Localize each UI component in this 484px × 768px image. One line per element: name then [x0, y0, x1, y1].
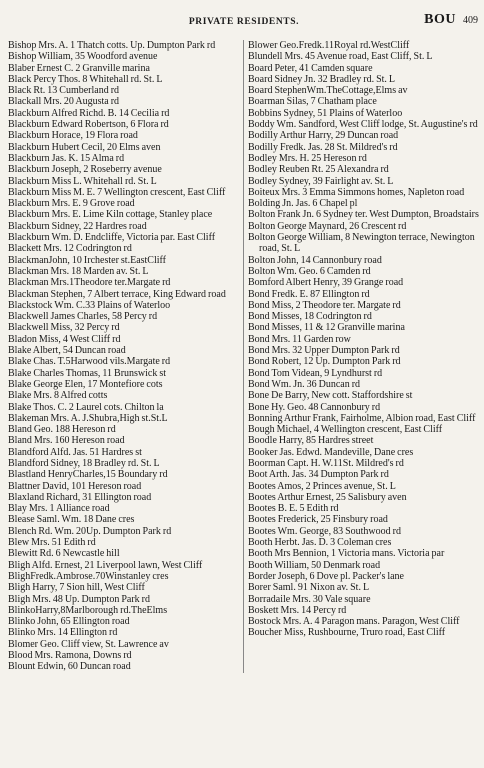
directory-entry: Blundell Mrs. 45 Avenue road, East Cliff, St. L [248, 51, 433, 63]
directory-entry: Blease Saml. Wm. 18 Dane cres [8, 514, 135, 526]
directory-entry: Bootes Amos, 2 Princes avenue, St. L [248, 480, 396, 492]
directory-entry: Bland Geo. 188 Hereson rd [8, 424, 116, 436]
directory-entry: Blake Charles Thomas, 11 Brunswick st [8, 367, 167, 379]
directory-entry: Blomer Geo. Cliff view, St. Lawrence av [8, 638, 169, 650]
directory-entry: Blaxland Richard, 31 Ellington road [8, 491, 152, 503]
directory-entry: Bone De Barry, New cott. Staffordshire st [248, 390, 413, 402]
directory-entry: Bolton Wm. Geo. 6 Camden rd [248, 265, 371, 277]
directory-entry: Black Percy Thos. 8 Whitehall rd. St. L [8, 73, 163, 85]
directory-entry: Blandford Sidney, 18 Bradley rd. St. L [8, 457, 160, 469]
directory-entry: Blackburn Joseph, 2 Roseberry avenue [8, 164, 162, 176]
directory-entry: Blackburn Edward Robertson, 6 Flora rd [8, 119, 169, 131]
directory-entry: BlighFredk.Ambrose.70Winstanley cres [8, 570, 169, 582]
directory-entry: Blackburn Sidney, 22 Hardres road [8, 220, 147, 232]
directory-entry: Border Joseph, 6 Dove pl. Packer's lane [248, 570, 404, 582]
directory-entry: Bodley Mrs. H. 25 Hereson rd [248, 152, 367, 164]
directory-entry: Blackwell Miss, 32 Percy rd [8, 322, 120, 334]
directory-entry: Blower Geo.Fredk.11Royal rd.WestCliff [248, 40, 410, 51]
directory-entry: Blood Mrs. Ramona, Downs rd [8, 650, 132, 662]
section-title: PRIVATE RESIDENTS. [188, 17, 300, 27]
directory-entry: Borradaile Mrs. 30 Vale square [248, 593, 371, 605]
directory-entry: Bishop Mrs. A. 1 Thatch cotts. Up. Dumpton Park rd [8, 40, 216, 51]
directory-entry: BlinkoHarry,8Marlborough rd.TheElms [8, 604, 168, 616]
directory-entry: Boot Arth. Jas. 34 Dumpton Park rd [248, 469, 389, 481]
directory-entry: Blackburn Miss M. E. 7 Wellington crescent, East Cliff [8, 186, 226, 198]
directory-entry: Borer Saml. 91 Nixon av. St. L [248, 582, 370, 594]
directory-entry: Blackstock Wm. C.33 Plains of Waterloo [8, 299, 171, 311]
directory-entry: Bligh Mrs. 48 Up. Dumpton Park rd [8, 593, 150, 605]
directory-entry: Bond Tom Videan, 9 Lyndhurst rd [248, 367, 383, 379]
directory-entry: Bobbins Sydney, 51 Plains of Waterloo [248, 107, 403, 119]
directory-entry: Bond Robert, 12 Up. Dumpton Park rd [248, 356, 401, 368]
directory-entry: Bland Mrs. 160 Hereson road [8, 435, 125, 447]
directory-entry: Blastland HenryCharles,15 Boundary rd [8, 469, 168, 481]
directory-entry: Booth William, 50 Denmark road [248, 559, 381, 571]
directory-entry: Bolton Frank Jn. 6 Sydney ter. West Dumpton, Broadstairs [248, 209, 479, 221]
directory-entry: Bligh Harry, 7 Sion hill, West Cliff [8, 582, 145, 594]
left-column [8, 40, 244, 673]
directory-entry: Blinko John, 65 Ellington road [8, 616, 130, 628]
directory-entry: Blackburn Hubert Cecil, 20 Elms aven [8, 141, 161, 153]
directory-entry: Boiteux Mrs. 3 Emma Simmons homes, Napleton road [248, 186, 465, 198]
directory-entry: Bootes Arthur Ernest, 25 Salisbury aven [248, 491, 407, 503]
directory-entry: Blay Mrs. 1 Alliance road [8, 503, 110, 515]
directory-entry: Bomford Albert Henry, 39 Grange road [248, 277, 404, 289]
directory-entry: Bonning Arthur Frank, Fairholme, Albion road, East Cliff [248, 412, 476, 424]
directory-entry: Blench Rd. Wm. 20Up. Dumpton Park rd [8, 525, 172, 537]
directory-entry: Blake Mrs. 8 Alfred cotts [8, 390, 108, 402]
directory-entry: Blackburn Horace, 19 Flora road [8, 130, 138, 142]
directory-entry: Bladon Miss, 4 West Cliff rd [8, 333, 121, 345]
directory-entry: Blakeman Mrs. A. J.Shubra,High st.St.L [8, 412, 168, 424]
directory-entry: Black Rt. 13 Cumberland rd [8, 85, 120, 97]
directory-entry: Bond Misses, 11 & 12 Granville marina [248, 322, 405, 334]
directory-entry: Blake Thos. C. 2 Laurel cots. Chilton la [8, 401, 164, 413]
directory-entry: Blake George Elen, 17 Montefiore cots [8, 378, 163, 390]
directory-entry: Blackman Mrs. 18 Marden av. St. L [8, 265, 149, 277]
directory-entry: Blew Mrs. 51 Edith rd [8, 537, 96, 549]
directory-entry: Boorman Capt. H. W.11St. Mildred's rd [248, 457, 404, 469]
directory-entry: Board Sidney Jn. 32 Bradley rd. St. L [248, 73, 396, 85]
directory-entry: Bond Wm. Jn. 36 Duncan rd [248, 378, 361, 390]
directory-entry: Boarman Silas, 7 Chatham place [248, 96, 377, 108]
directory-entry: Bond Mrs. 32 Upper Dumpton Park rd [248, 345, 400, 357]
directory-entry: Boucher Miss, Rushbourne, Truro road, East Cliff [248, 627, 446, 639]
directory-entry: Booth Herbt. Jas. D. 3 Coleman cres [248, 537, 392, 549]
directory-entry: Blackburn Alfred Richd. B. 14 Cecilia rd [8, 107, 170, 119]
directory-entry: Bond Mrs. 11 Garden row [248, 333, 351, 345]
page-header [8, 0, 480, 40]
directory-entry: Blackburn Wm. D. Endcliffe, Victoria par. East Cliff [8, 232, 216, 244]
directory-entry: Bolton George Maynard, 26 Crescent rd [248, 220, 407, 232]
directory-entry: Blake Chas. T.5Harwood vils.Margate rd [8, 356, 171, 368]
directory-entry: Blattner David, 101 Hereson road [8, 480, 142, 492]
right-column [248, 40, 480, 673]
directory-entry: Bolton John, 14 Cannonbury road [248, 254, 382, 266]
directory-entry: Blackman Stephen, 7 Albert terrace, King Edward road [8, 288, 226, 300]
directory-entry: Bolton George William, 8 Newington terrace, Newington road, St. L [248, 232, 475, 255]
directory-entry: Bond Fredk. E. 87 Ellington rd [248, 288, 370, 300]
directory-entry: BlackmanJohn, 10 Irchester st.EastCliff [8, 254, 167, 266]
directory-entry: Blewitt Rd. 6 Newcastle hill [8, 548, 120, 560]
directory-entry: Bootes B. E. 5 Edith rd [248, 503, 339, 515]
directory-entry: Bond Misses, 18 Codrington rd [248, 311, 372, 323]
directory-entry: Board StephenWm.TheCottage,Elms av [248, 85, 408, 97]
directory-entry: Bodilly Fredk. Jas. 28 St. Mildred's rd [248, 141, 398, 153]
directory-entry: Blinko Mrs. 14 Ellington rd [8, 627, 118, 639]
directory-entry: Bodley Reuben Rt. 25 Alexandra rd [248, 164, 389, 176]
directory-entry: Bough Michael, 4 Wellington crescent, East Cliff [248, 424, 443, 436]
directory-entry: Blackburn Mrs. E. Lime Kiln cottage, Stanley place [8, 209, 213, 221]
directory-entry: Bishop William, 35 Woodford avenue [8, 51, 158, 63]
columns [8, 40, 480, 673]
index-code: BOU [424, 12, 456, 27]
directory-entry: Bolding Jn. Jas. 6 Chapel pl [248, 198, 358, 210]
directory-entry: Blount Edwin, 60 Duncan road [8, 661, 131, 673]
directory-entry: Booth Mrs Bennion, 1 Victoria mans. Victoria par [248, 548, 445, 560]
directory-entry: Bostock Mrs. A. 4 Paragon mans. Paragon, West Cliff [248, 616, 460, 628]
directory-entry: Blaber Ernest C. 2 Granville marina [8, 62, 150, 74]
directory-entry: Bootes Wm. George, 83 Southwood rd [248, 525, 401, 537]
directory-entry: Blackburn Miss L. Whitehall rd. St. L [8, 175, 157, 187]
directory-entry: Blake Albert, 54 Duncan road [8, 345, 126, 357]
directory-entry: Blackburn Jas. K. 15 Alma rd [8, 152, 125, 164]
directory-entry: Boodle Harry, 85 Hardres street [248, 435, 374, 447]
page-number: 409 [463, 15, 478, 26]
directory-entry: Bootes Frederick, 25 Finsbury road [248, 514, 388, 526]
directory-entry: Bligh Alfd. Ernest, 21 Liverpool lawn, West Cliff [8, 559, 203, 571]
directory-entry: Blackwell James Charles, 58 Percy rd [8, 311, 158, 323]
directory-entry: Boskett Mrs. 14 Percy rd [248, 604, 347, 616]
directory-entry: Bodley Sydney, 39 Fairlight av. St. L [248, 175, 394, 187]
directory-entry: Bone Hy. Geo. 48 Cannonbury rd [248, 401, 381, 413]
directory-entry: Booker Jas. Edwd. Mandeville, Dane cres [248, 446, 414, 458]
directory-entry: Blackburn Mrs. E. 9 Grove road [8, 198, 135, 210]
directory-entry: Blackett Mrs. 12 Codrington rd [8, 243, 132, 255]
directory-entry: Board Peter, 41 Camden square [248, 62, 373, 74]
directory-entry: Boddy Wm. Sandford, West Cliff lodge, St. Augustine's rd [248, 119, 478, 131]
directory-entry: Bond Miss, 2 Theodore ter. Margate rd [248, 299, 401, 311]
directory-entry: Blackman Mrs.1Theodore ter.Margate rd [8, 277, 171, 289]
directory-entry: Bodilly Arthur Harry, 29 Duncan road [248, 130, 399, 142]
directory-entry: Blandford Alfd. Jas. 51 Hardres st [8, 446, 142, 458]
directory-entry: Blackall Mrs. 20 Augusta rd [8, 96, 120, 108]
